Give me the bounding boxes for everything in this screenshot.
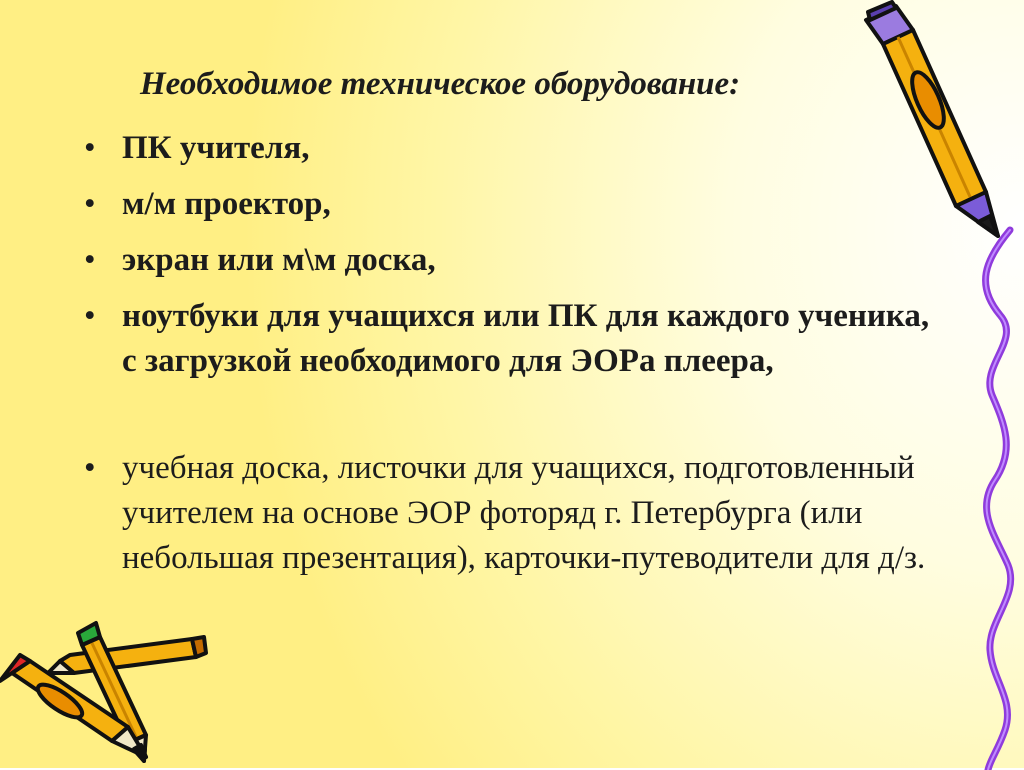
item-projector: м/м проектор, [122,186,331,222]
squiggle-line-icon [960,230,1024,770]
bullet-2: • [84,186,96,222]
slide-title: Необходимое техническое оборудование: [140,66,741,102]
item-board-materials: учебная доска, листочки для учащихся, подготовленный учителем на основе ЭОР фоторяд г. Петербурга (или небольшая презентация), карточки-путеводители для д/з. [122,450,926,576]
item-screen-board: экран или м\м доска, [122,242,436,278]
bullet-3: • [84,242,96,278]
bullet-5: • [84,450,96,486]
pencil-icon-group [0,615,210,765]
bullet-1: • [84,130,96,166]
bullet-4: • [84,298,96,334]
item-laptops: ноутбуки для учащихся или ПК для каждого ученика, с загрузкой необходимого для ЭОРа плеера, [122,298,930,379]
item-teacher-pc: ПК учителя, [122,130,310,166]
pencil-icon [858,0,1008,245]
